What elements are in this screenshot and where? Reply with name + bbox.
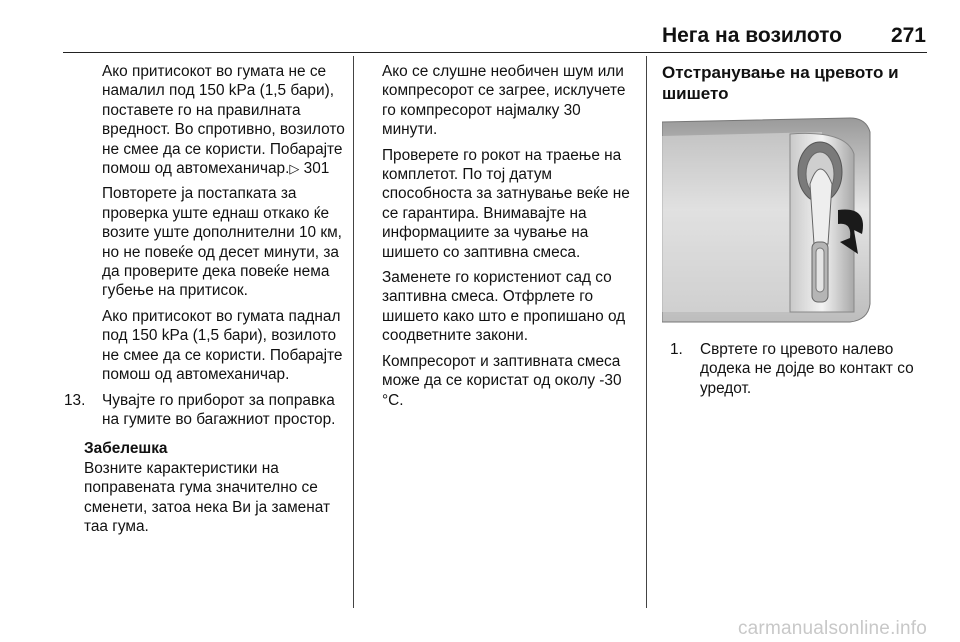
- step-1-number: 1.: [670, 341, 683, 358]
- section-heading: Отстранување на цревото и шишето: [662, 63, 899, 103]
- list-item-13: [64, 391, 350, 430]
- step-1: [670, 340, 932, 398]
- col2-paragraph-4: Компресорот и заптивната смеса може да се користат од околу -30 °C.: [382, 352, 622, 409]
- compressor-illustration-svg: [662, 114, 930, 326]
- cross-reference-icon: ▷: [289, 161, 300, 177]
- col2-paragraph-1: Ако се слушне необичен шум или компресорот се загрее, исклучете го компресорот најмалку 30 минути.: [382, 63, 626, 139]
- list-item-13-number: 13.: [64, 391, 86, 409]
- hose-removal-illustration: [662, 114, 930, 326]
- col1-paragraph-2: Повторете ја постапката за проверка уште еднаш откако ќе возите уште дополнителни 10 км, но не повеќе од десет минути, за да проверите дека повеќе нема губење на притисок.: [102, 185, 342, 300]
- col1-p1-xref[interactable]: 301: [303, 160, 330, 178]
- header-rule: [63, 52, 927, 53]
- col1-p1-text: Ако притисокот во гумата не се намалил под 150 kPa (1,5 бари), поставете го на правилната вредност. Во спротивно, возилото не смее да се користи. Побарајте помош од автомеханичар.: [102, 63, 345, 178]
- col2-paragraph-2: Проверете го рокот на траење на комплетот. По тој датум способноста за затнување веќе не се гарантира. Внимавајте на информациите за чување на шишето со заптивна смеса.: [382, 146, 630, 261]
- watermark-text: carmanualsonline.info: [737, 618, 927, 639]
- note-box: [64, 439, 350, 536]
- step-1-text: Свртете го цревото налево додека не дојде во контакт со уредот.: [700, 341, 914, 397]
- column-2: [382, 62, 638, 416]
- list-item-13-text: Чувајте го приборот за поправка на гумите во багажниот простор.: [102, 391, 336, 428]
- column-3: [662, 62, 932, 398]
- column-1: [64, 62, 350, 536]
- col2-paragraph-3: Заменете го користениот сад со заптивна смеса. Отфрлете го шишето како што е пропишано од соодветните закони.: [382, 269, 626, 345]
- note-text: Возните карактеристики на поправената гума значително се сменети, затоа нека Ви ја заменат таа гума.: [84, 459, 331, 535]
- column-divider-1: [353, 56, 354, 608]
- col1-paragraph-3: Ако притисокот во гумата паднал под 150 kPa (1,5 бари), возилото не смее да се користи. Побарајте помош од автомеханичар.: [102, 307, 343, 384]
- page-number: 271: [890, 24, 926, 47]
- note-title: Забелешка: [84, 440, 168, 458]
- column-divider-2: [646, 56, 647, 608]
- page-header-title: Нега на возилото: [661, 24, 842, 47]
- col1-paragraph-1: [64, 62, 350, 178]
